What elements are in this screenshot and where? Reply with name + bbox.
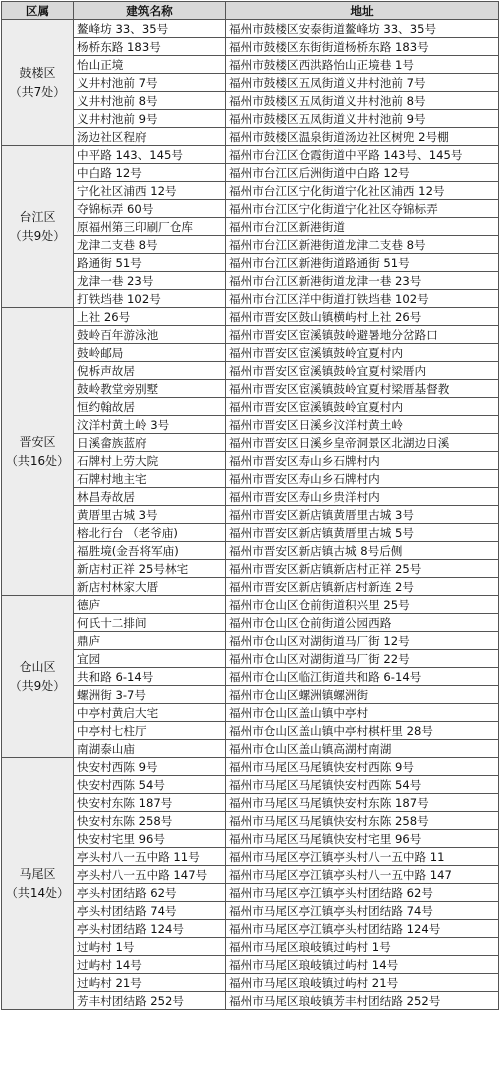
building-name: 快安村东陈 187号 xyxy=(74,794,226,812)
building-address: 福州市台江区新港街道龙津一巷 23号 xyxy=(226,272,499,290)
district-name: 马尾区 xyxy=(19,866,56,881)
building-name: 鼎庐 xyxy=(74,632,226,650)
table-row xyxy=(2,182,499,200)
building-name: 倪柝声故居 xyxy=(74,362,226,380)
building-name: 快安村西陈 54号 xyxy=(74,776,226,794)
district-cell xyxy=(2,146,74,308)
table-row xyxy=(2,740,499,758)
building-name: 快安村东陈 258号 xyxy=(74,812,226,830)
table-row xyxy=(2,812,499,830)
table-row xyxy=(2,146,499,164)
district-count: （共14处） xyxy=(5,885,70,900)
building-address: 福州市台江区新港街道路通街 51号 xyxy=(226,254,499,272)
building-address: 福州市晋安区寿山乡贵洋村内 xyxy=(226,488,499,506)
building-address: 福州市马尾区琅岐镇芳丰村团结路 252号 xyxy=(226,992,499,1010)
building-address: 福州市晋安区日溪乡汶洋村黄土岭 xyxy=(226,416,499,434)
table-row xyxy=(2,866,499,884)
building-name: 黄厝里古城 3号 xyxy=(74,506,226,524)
building-address: 福州市台江区后洲街道中白路 12号 xyxy=(226,164,499,182)
table-row xyxy=(2,398,499,416)
building-name: 福胜境(金吾将军庙) xyxy=(74,542,226,560)
table-body xyxy=(2,20,499,1010)
building-name: 日溪畲族蓝府 xyxy=(74,434,226,452)
building-name: 汤边社区程府 xyxy=(74,128,226,146)
building-address: 福州市马尾区琅岐镇过屿村 1号 xyxy=(226,938,499,956)
building-name: 怡山正境 xyxy=(74,56,226,74)
table-row xyxy=(2,632,499,650)
table-row xyxy=(2,362,499,380)
table-row xyxy=(2,992,499,1010)
building-name: 义井村池前 7号 xyxy=(74,74,226,92)
table-row xyxy=(2,848,499,866)
building-address: 福州市鼓楼区安泰街道鳌峰坊 33、35号 xyxy=(226,20,499,38)
district-name: 鼓楼区 xyxy=(19,65,56,80)
building-address: 福州市晋安区宦溪镇鼓岭宜夏村内 xyxy=(226,398,499,416)
building-address: 福州市马尾区马尾镇快安村西陈 9号 xyxy=(226,758,499,776)
district-count: （共16处） xyxy=(5,453,70,468)
building-name: 快安村西陈 9号 xyxy=(74,758,226,776)
building-address: 福州市鼓楼区东街街道杨桥东路 183号 xyxy=(226,38,499,56)
table-row xyxy=(2,290,499,308)
building-address: 福州市马尾区亭江镇亭头村八一五中路 147 xyxy=(226,866,499,884)
table-row xyxy=(2,326,499,344)
table-row xyxy=(2,92,499,110)
building-name: 新店村正祥 25号林宅 xyxy=(74,560,226,578)
building-name: 宜园 xyxy=(74,650,226,668)
building-name: 义井村池前 8号 xyxy=(74,92,226,110)
building-name: 中白路 12号 xyxy=(74,164,226,182)
building-address: 福州市仓山区盖山镇高湖村南湖 xyxy=(226,740,499,758)
building-name: 夺锦标弄 60号 xyxy=(74,200,226,218)
building-name: 义井村池前 9号 xyxy=(74,110,226,128)
header-row xyxy=(2,2,499,20)
table-row xyxy=(2,416,499,434)
building-address: 福州市仓山区对湖街道马厂街 22号 xyxy=(226,650,499,668)
building-name: 何氏十二排间 xyxy=(74,614,226,632)
district-name: 晋安区 xyxy=(19,434,56,449)
district-count: （共7处） xyxy=(9,84,66,99)
building-name: 石牌村地主宅 xyxy=(74,470,226,488)
building-address: 福州市马尾区马尾镇快安村东陈 187号 xyxy=(226,794,499,812)
building-address: 福州市仓山区螺洲镇螺洲街 xyxy=(226,686,499,704)
building-name: 上社 26号 xyxy=(74,308,226,326)
building-name: 恒约翰故居 xyxy=(74,398,226,416)
building-name: 中亭村黄启大宅 xyxy=(74,704,226,722)
table-row xyxy=(2,920,499,938)
district-count: （共9处） xyxy=(9,678,66,693)
building-address: 福州市马尾区马尾镇快安村宅里 96号 xyxy=(226,830,499,848)
building-name: 快安村宅里 96号 xyxy=(74,830,226,848)
district-name: 台江区 xyxy=(19,209,56,224)
table-row xyxy=(2,38,499,56)
building-name: 宁化社区浦西 12号 xyxy=(74,182,226,200)
building-address: 福州市晋安区新店镇新店村正祥 25号 xyxy=(226,560,499,578)
building-address: 福州市晋安区日溪乡皇帝洞景区北湖边日溪 xyxy=(226,434,499,452)
header-district: 区属 xyxy=(2,2,74,20)
building-address: 福州市台江区宁化街道宁化社区夺锦标弄 xyxy=(226,200,499,218)
building-address: 福州市马尾区亭江镇亭头村团结路 74号 xyxy=(226,902,499,920)
building-name: 亭头村团结路 74号 xyxy=(74,902,226,920)
table-row xyxy=(2,686,499,704)
building-name: 亭头村八一五中路 11号 xyxy=(74,848,226,866)
table-row xyxy=(2,560,499,578)
building-name: 过屿村 14号 xyxy=(74,956,226,974)
building-address: 福州市台江区洋中街道打铁垱巷 102号 xyxy=(226,290,499,308)
building-name: 亭头村团结路 124号 xyxy=(74,920,226,938)
table-header xyxy=(2,2,499,20)
building-name: 南湖泰山庙 xyxy=(74,740,226,758)
district-cell xyxy=(2,308,74,596)
building-address: 福州市马尾区亭江镇亭头村团结路 124号 xyxy=(226,920,499,938)
table-row xyxy=(2,776,499,794)
table-row xyxy=(2,254,499,272)
header-address: 地址 xyxy=(226,2,499,20)
building-name: 螺洲街 3-7号 xyxy=(74,686,226,704)
district-cell xyxy=(2,758,74,1010)
table-row xyxy=(2,704,499,722)
building-address: 福州市马尾区马尾镇快安村东陈 258号 xyxy=(226,812,499,830)
building-address: 福州市马尾区琅岐镇过屿村 21号 xyxy=(226,974,499,992)
building-address: 福州市鼓楼区温泉街道汤边社区树兜 2号棚 xyxy=(226,128,499,146)
building-address: 福州市鼓楼区五凤街道义井村池前 7号 xyxy=(226,74,499,92)
building-address: 福州市晋安区新店镇黄厝里古城 5号 xyxy=(226,524,499,542)
table-row xyxy=(2,578,499,596)
table-row xyxy=(2,596,499,614)
table-row xyxy=(2,434,499,452)
buildings-table xyxy=(1,1,499,1010)
district-count: （共9处） xyxy=(9,228,66,243)
table-row xyxy=(2,452,499,470)
building-address: 福州市鼓楼区五凤街道义井村池前 8号 xyxy=(226,92,499,110)
building-address: 福州市仓山区临江街道共和路 6-14号 xyxy=(226,668,499,686)
table-row xyxy=(2,668,499,686)
building-name: 龙津二支巷 8号 xyxy=(74,236,226,254)
building-address: 福州市鼓楼区五凤街道义井村池前 9号 xyxy=(226,110,499,128)
building-address: 福州市晋安区宦溪镇鼓岭宜夏村梁厝内 xyxy=(226,362,499,380)
table-row xyxy=(2,344,499,362)
building-name: 共和路 6-14号 xyxy=(74,668,226,686)
table-row xyxy=(2,74,499,92)
table-row xyxy=(2,758,499,776)
table-row xyxy=(2,380,499,398)
building-name: 亭头村团结路 62号 xyxy=(74,884,226,902)
table-row xyxy=(2,902,499,920)
table-row xyxy=(2,20,499,38)
building-name: 原福州第三印刷厂仓库 xyxy=(74,218,226,236)
table-row xyxy=(2,56,499,74)
table-row xyxy=(2,830,499,848)
table-row xyxy=(2,218,499,236)
table-row xyxy=(2,164,499,182)
table-row xyxy=(2,614,499,632)
table-row xyxy=(2,272,499,290)
building-address: 福州市仓山区仓前街道公园西路 xyxy=(226,614,499,632)
building-address: 福州市晋安区寿山乡石牌村内 xyxy=(226,470,499,488)
building-address: 福州市晋安区宦溪镇鼓岭宜夏村内 xyxy=(226,344,499,362)
building-name: 鳌峰坊 33、35号 xyxy=(74,20,226,38)
table-row xyxy=(2,524,499,542)
building-address: 福州市仓山区对湖街道马厂街 12号 xyxy=(226,632,499,650)
building-address: 福州市仓山区仓前街道积兴里 25号 xyxy=(226,596,499,614)
table-row xyxy=(2,956,499,974)
building-address: 福州市马尾区亭江镇亭头村团结路 62号 xyxy=(226,884,499,902)
building-address: 福州市马尾区亭江镇亭头村八一五中路 11 xyxy=(226,848,499,866)
building-address: 福州市晋安区新店镇新店村新连 2号 xyxy=(226,578,499,596)
district-cell xyxy=(2,20,74,146)
building-name: 打铁垱巷 102号 xyxy=(74,290,226,308)
building-name: 林昌寿故居 xyxy=(74,488,226,506)
building-name: 德庐 xyxy=(74,596,226,614)
table-row xyxy=(2,794,499,812)
building-name: 新店村林家大厝 xyxy=(74,578,226,596)
building-address: 福州市晋安区鼓山镇横屿村上社 26号 xyxy=(226,308,499,326)
building-name: 鼓岭邮局 xyxy=(74,344,226,362)
building-address: 福州市晋安区新店镇黄厝里古城 3号 xyxy=(226,506,499,524)
table-row xyxy=(2,200,499,218)
header-name: 建筑名称 xyxy=(74,2,226,20)
table-row xyxy=(2,884,499,902)
building-name: 龙津一巷 23号 xyxy=(74,272,226,290)
building-name: 汶洋村黄土岭 3号 xyxy=(74,416,226,434)
building-address: 福州市台江区新港街道 xyxy=(226,218,499,236)
building-name: 中亭村七柱厅 xyxy=(74,722,226,740)
table-row xyxy=(2,506,499,524)
table-row xyxy=(2,470,499,488)
building-name: 榕北行台 （老爷庙) xyxy=(74,524,226,542)
building-address: 福州市鼓楼区西洪路怡山正境巷 1号 xyxy=(226,56,499,74)
building-address: 福州市仓山区盖山镇中亭村 xyxy=(226,704,499,722)
building-name: 石牌村上劳大院 xyxy=(74,452,226,470)
table-row xyxy=(2,542,499,560)
table-row xyxy=(2,308,499,326)
building-address: 福州市马尾区琅岐镇过屿村 14号 xyxy=(226,956,499,974)
building-address: 福州市台江区仓霞街道中平路 143号、145号 xyxy=(226,146,499,164)
building-address: 福州市晋安区寿山乡石牌村内 xyxy=(226,452,499,470)
building-name: 过屿村 1号 xyxy=(74,938,226,956)
table-row xyxy=(2,722,499,740)
district-cell xyxy=(2,596,74,758)
building-name: 鼓岭百年游泳池 xyxy=(74,326,226,344)
building-address: 福州市马尾区马尾镇快安村西陈 54号 xyxy=(226,776,499,794)
building-name: 路通街 51号 xyxy=(74,254,226,272)
table-row xyxy=(2,974,499,992)
building-name: 杨桥东路 183号 xyxy=(74,38,226,56)
building-address: 福州市晋安区新店镇古城 8号后侧 xyxy=(226,542,499,560)
building-address: 福州市仓山区盖山镇中亭村棋杆里 28号 xyxy=(226,722,499,740)
building-address: 福州市台江区新港街道龙津二支巷 8号 xyxy=(226,236,499,254)
table-row xyxy=(2,110,499,128)
table-row xyxy=(2,938,499,956)
building-name: 芳丰村团结路 252号 xyxy=(74,992,226,1010)
building-name: 中平路 143、145号 xyxy=(74,146,226,164)
building-name: 过屿村 21号 xyxy=(74,974,226,992)
building-address: 福州市晋安区宦溪镇鼓岭避暑地分岔路口 xyxy=(226,326,499,344)
building-name: 亭头村八一五中路 147号 xyxy=(74,866,226,884)
district-name: 仓山区 xyxy=(19,659,56,674)
table-row xyxy=(2,236,499,254)
building-address: 福州市台江区宁化街道宁化社区浦西 12号 xyxy=(226,182,499,200)
building-address: 福州市晋安区宦溪镇鼓岭宜夏村梁厝基督教 xyxy=(226,380,499,398)
table-row xyxy=(2,488,499,506)
table-row xyxy=(2,128,499,146)
building-name: 鼓岭教堂旁别墅 xyxy=(74,380,226,398)
table-row xyxy=(2,650,499,668)
